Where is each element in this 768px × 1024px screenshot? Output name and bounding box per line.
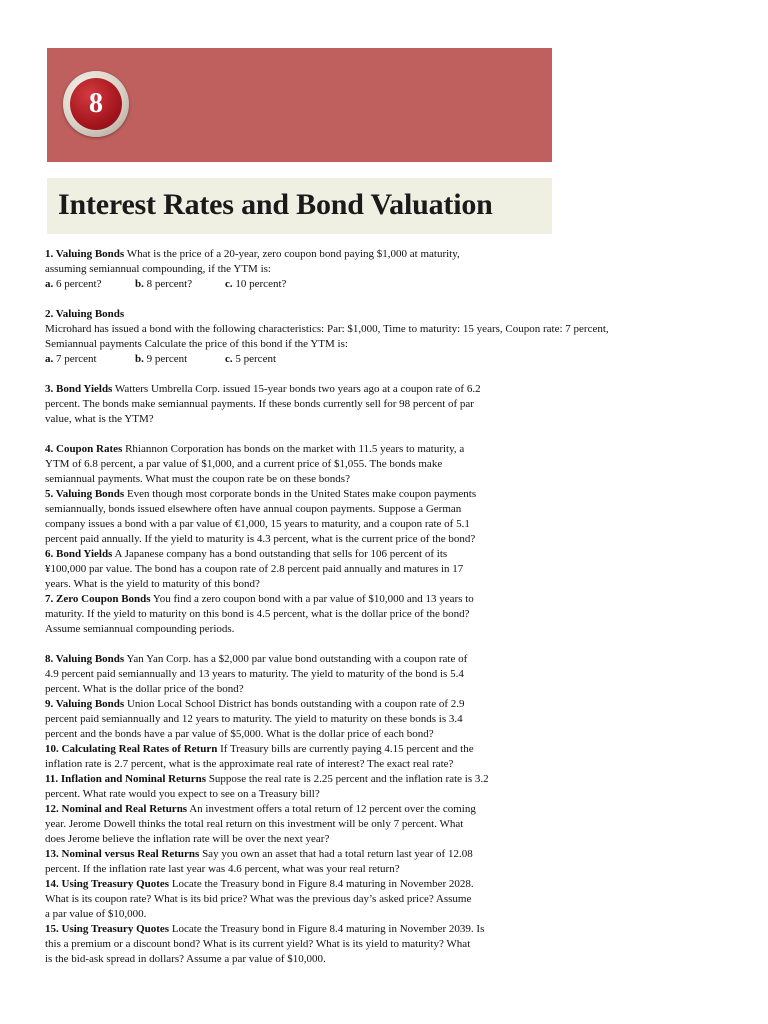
problem-text: Assume semiannual compounding periods. [45,623,235,635]
problem-text: If Treasury bills are currently paying 4.15 percent and the [217,743,474,755]
problem-11 [45,772,745,802]
problem-line [45,952,745,967]
problem-line [45,532,745,547]
problem-line [45,457,745,472]
chapter-title-bar [47,178,552,234]
problem-line [45,802,745,817]
problem-line [45,547,745,562]
problem-text: What is its coupon rate? What is its bid price? What was the previous day’s asked price? Assume [45,893,472,905]
problem-label: 2. Valuing Bonds [45,308,125,320]
problem-line [45,562,745,577]
problem-label: 11. Inflation and Nominal Returns [45,773,207,785]
problem-text: You find a zero coupon bond with a par value of $10,000 and 13 years to [150,593,474,605]
problem-line [45,892,745,907]
problem-line [45,517,745,532]
problem-13 [45,847,745,877]
problem-line [45,307,745,322]
problem-text: a par value of $10,000. [45,908,147,920]
problem-label: 7. Zero Coupon Bonds [45,593,151,605]
problem-label: 4. Coupon Rates [45,443,123,455]
problem-text: years. What is the yield to maturity of this bond? [45,578,260,590]
answer-choice [45,277,102,292]
problem-label: 6. Bond Yields [45,548,113,560]
problem-text: value, what is the YTM? [45,413,154,425]
problem-text: Union Local School District has bonds outstanding with a coupon rate of 2.9 [124,698,465,710]
choice-text: 6 percent? [53,278,102,290]
problem-15 [45,922,745,967]
problem-line [45,322,745,337]
answer-choice [225,352,276,367]
problem-text: year. Jerome Dowell thinks the total real return on this investment will be only 7 percent. What [45,818,464,830]
choice-text: 5 percent [232,353,277,365]
problem-line [45,262,745,277]
choice-text: 7 percent [53,353,97,365]
problem-line [45,922,745,937]
problem-text: percent paid semiannually and 12 years to maturity. The yield to maturity on these bonds is 3.4 [45,713,463,725]
problem-text: Even though most corporate bonds in the United States make coupon payments [124,488,477,500]
choice-letter: c. [225,353,233,365]
problem-line [45,592,745,607]
problem-12 [45,802,745,847]
problem-text: Locate the Treasury bond in Figure 8.4 maturing in November 2028. [169,878,474,890]
problem-text: company issues a bond with a par value of €1,000, 15 years to maturity, and a coupon rate of 5.1 [45,518,470,530]
problem-label: 1. Valuing Bonds [45,248,125,260]
problem-text: Watters Umbrella Corp. issued 15-year bonds two years ago at a coupon rate of 6.2 [112,383,481,395]
problem-text: What is the price of a 20-year, zero coupon bond paying $1,000 at maturity, [124,248,460,260]
chapter-title: Interest Rates and Bond Valuation [58,188,493,221]
problem-line [45,757,745,772]
choice-letter: a. [45,353,54,365]
answer-choice [225,277,286,292]
problem-14 [45,877,745,922]
problem-text: this a premium or a discount bond? What is its current yield? What is its yield to maturity? What [45,938,471,950]
problem-label: 12. Nominal and Real Returns [45,803,188,815]
problem-line [45,847,745,862]
problem-line [45,412,745,427]
problem-line [45,772,745,787]
problem-text: Say you own an asset that had a total return last year of 12.08 [199,848,473,860]
chapter-number: 8 [89,88,103,119]
problem-line [45,247,745,262]
problem-label: 9. Valuing Bonds [45,698,125,710]
choice-letter: b. [135,353,144,365]
problem-text: does Jerome believe the inflation rate will be over the next year? [45,833,330,845]
problem-7 [45,592,745,637]
problem-line [45,907,745,922]
problem-3 [45,382,745,427]
problem-text: inflation rate is 2.7 percent, what is the approximate real rate of interest? The exact real rate? [45,758,454,770]
answer-choices [45,352,745,367]
chapter-banner [47,48,552,162]
problem-line [45,667,745,682]
problem-text: is the bid-ask spread in dollars? Assume a par value of $10,000. [45,953,326,965]
problem-label: 10. Calculating Real Rates of Return [45,743,218,755]
problem-text: percent and the bonds have a par value of $5,000. What is the dollar price of each bond? [45,728,434,740]
problem-line [45,937,745,952]
problem-label: 14. Using Treasury Quotes [45,878,170,890]
problem-label: 3. Bond Yields [45,383,113,395]
choice-text: 8 percent? [143,278,193,290]
problem-text: Microhard has issued a bond with the following characteristics: Par: $1,000, Time to maturity: 15 years, Coupon rate: 7 percent, [45,323,609,335]
answer-choice [135,352,187,367]
problem-8 [45,652,745,697]
choice-text: 9 percent [143,353,188,365]
problem-text: Suppose the real rate is 2.25 percent and the inflation rate is 3.2 [206,773,489,785]
problem-10 [45,742,745,772]
problem-text: Semiannual payments Calculate the price of this bond if the YTM is: [45,338,348,350]
choice-letter: c. [225,278,233,290]
problem-text: Rhiannon Corporation has bonds on the market with 11.5 years to maturity, a [122,443,465,455]
choice-letter: a. [45,278,54,290]
problem-text: percent. What rate would you expect to see on a Treasury bill? [45,788,320,800]
problem-text: assuming semiannual compounding, if the YTM is: [45,263,271,275]
problem-text: percent. What is the dollar price of the bond? [45,683,244,695]
problem-line [45,742,745,757]
problem-line [45,382,745,397]
problem-line [45,652,745,667]
problem-1 [45,247,745,292]
problem-line [45,832,745,847]
problem-line [45,727,745,742]
problem-text: semiannual payments. What must the coupon rate be on these bonds? [45,473,350,485]
chapter-badge [63,71,129,137]
problem-line [45,877,745,892]
problem-line [45,862,745,877]
problem-4 [45,442,745,487]
problem-line [45,337,745,352]
problem-line [45,787,745,802]
problem-text: A Japanese company has a bond outstanding that sells for 106 percent of its [112,548,448,560]
problem-text: YTM of 6.8 percent, a par value of $1,000, and a current price of $1,055. The bonds make [45,458,443,470]
problem-line [45,397,745,412]
problem-label: 15. Using Treasury Quotes [45,923,170,935]
problem-label: 13. Nominal versus Real Returns [45,848,200,860]
problem-2 [45,307,745,367]
choice-letter: b. [135,278,144,290]
problem-text: semiannually, bonds issued elsewhere often have annual coupon payments. Suppose a German [45,503,462,515]
problem-line [45,577,745,592]
problem-line [45,487,745,502]
problem-text: An investment offers a total return of 12 percent over the coming [187,803,476,815]
problem-text: 4.9 percent paid semiannually and 13 years to maturity. The yield to maturity of the bond is 5.4 [45,668,464,680]
problem-text: maturity. If the yield to maturity on this bond is 4.5 percent, what is the dollar price of the bond? [45,608,470,620]
problem-5 [45,487,745,547]
problem-text: percent. If the inflation rate last year was 4.6 percent, what was your real return? [45,863,400,875]
problem-text: ¥100,000 par value. The bond has a coupon rate of 2.8 percent paid annually and matures in 17 [45,563,464,575]
problem-line [45,817,745,832]
problem-line [45,622,745,637]
choice-text: 10 percent? [232,278,287,290]
problem-text: percent. The bonds make semiannual payments. If these bonds currently sell for 98 percent of par [45,398,474,410]
chapter-badge-inner [70,78,122,130]
problem-line [45,502,745,517]
problem-line [45,442,745,457]
answer-choice [45,352,97,367]
problem-text: percent paid annually. If the yield to maturity is 4.3 percent, what is the current price of the bond? [45,533,476,545]
problem-6 [45,547,745,592]
problem-line [45,472,745,487]
problem-line [45,607,745,622]
problem-line [45,682,745,697]
problem-line [45,697,745,712]
problem-text: Locate the Treasury bond in Figure 8.4 maturing in November 2039. Is [169,923,485,935]
answer-choices [45,277,745,292]
problem-line [45,712,745,727]
problem-label: 8. Valuing Bonds [45,653,125,665]
answer-choice [135,277,192,292]
problem-label: 5. Valuing Bonds [45,488,125,500]
problem-list [45,247,745,967]
problem-9 [45,697,745,742]
problem-text: Yan Yan Corp. has a $2,000 par value bond outstanding with a coupon rate of [124,653,468,665]
